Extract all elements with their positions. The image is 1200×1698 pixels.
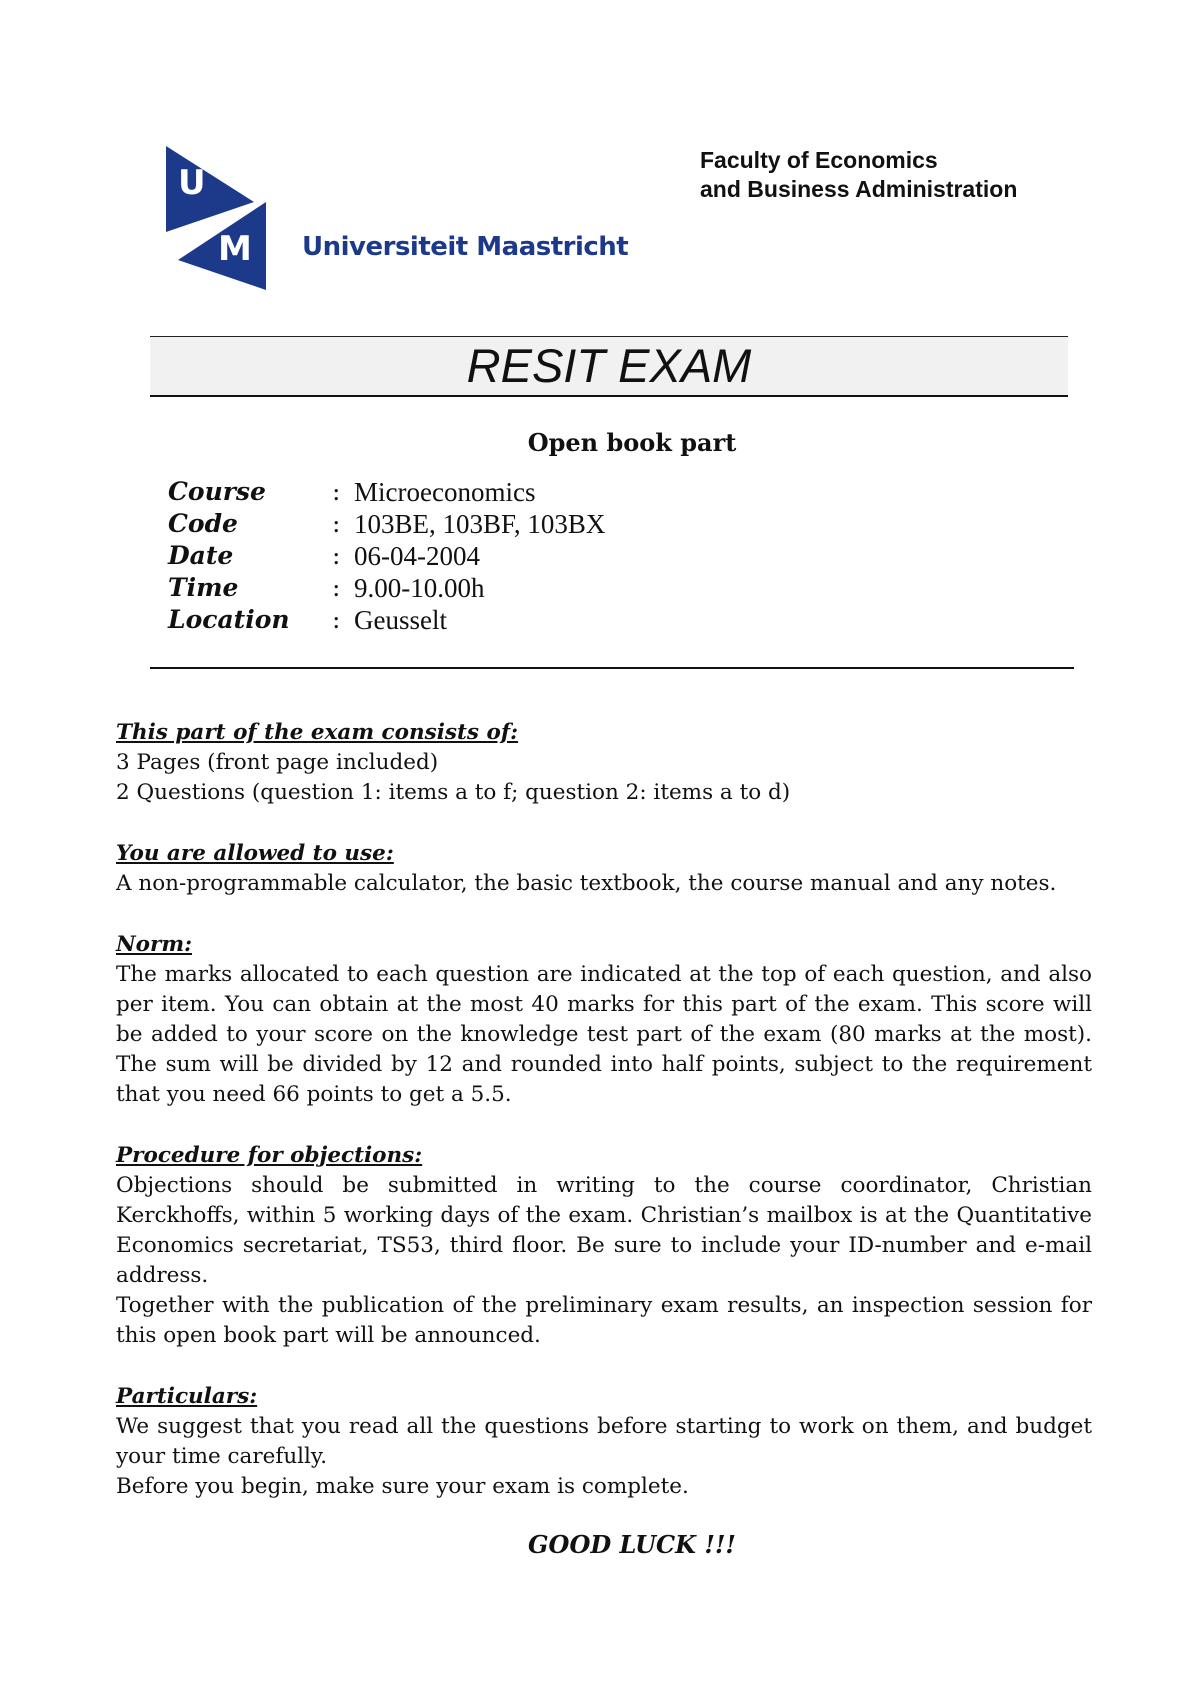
info-label: Code [168, 509, 238, 538]
faculty-line-1: Faculty of Economics [700, 147, 938, 173]
section-allowed [116, 839, 1092, 899]
section-paragraph: We suggest that you read all the questions before starting to work on them, and budget your time carefully. [116, 1414, 1092, 1469]
info-label: Course [168, 477, 266, 506]
info-value: Geusselt [354, 605, 447, 635]
section-heading: Norm: [116, 932, 193, 957]
closing-message: GOOD LUCK !!! [528, 1530, 736, 1559]
section-particulars [116, 1382, 1092, 1502]
section-paragraph: Together with the publication of the preliminary exam results, an inspection session for this open book part will be announced. [116, 1293, 1092, 1348]
info-label: Date [168, 541, 234, 570]
faculty-line-2: and Business Administration [700, 176, 1018, 202]
section-paragraph: Before you begin, make sure your exam is complete. [116, 1474, 689, 1499]
faculty-name [700, 146, 1017, 204]
logo-letter-m: M [218, 229, 252, 269]
info-value: 103BE, 103BF, 103BX [354, 509, 606, 539]
section-objections [116, 1141, 1092, 1351]
section-line: 2 Questions (question 1: items a to f; question 2: items a to d) [116, 780, 791, 805]
university-name: Universiteit Maastricht [302, 232, 629, 262]
info-value: 9.00-10.00h [354, 573, 485, 603]
info-colon: : [332, 509, 341, 538]
exam-part-subtitle: Open book part [527, 428, 737, 457]
section-heading: Particulars: [116, 1384, 258, 1409]
section-norm [116, 930, 1092, 1110]
section-heading: Procedure for objections: [116, 1143, 423, 1168]
page-title: RESIT EXAM [466, 339, 752, 392]
section-paragraph: The marks allocated to each question are indicated at the top of each question, and also per item. You can obtain at the most 40 marks for this part of the exam. This score will be added to your score on the knowledge test part of the exam (80 marks at the most). The sum will be divided by 12 and rounded into half points, subject to the requirement that you need 66 points to get a 5.5. [116, 962, 1092, 1107]
section-consists [116, 718, 1092, 808]
info-colon: : [332, 573, 341, 602]
info-colon: : [332, 605, 341, 634]
section-heading: You are allowed to use: [116, 841, 394, 866]
university-logo-icon [166, 146, 276, 290]
section-heading: This part of the exam consists of: [116, 720, 519, 745]
section-paragraph: Objections should be submitted in writing to the course coordinator, Christian Kerckhoffs, within 5 working days of the exam. Christian’s mailbox is at the Quantitative Economics secretariat, TS53, third floor. Be sure to include your ID-number and e-mail address. [116, 1173, 1092, 1288]
logo-letter-u: U [178, 163, 206, 203]
title-band [150, 336, 1068, 397]
section-line: 3 Pages (front page included) [116, 750, 439, 775]
info-label: Time [168, 573, 239, 602]
section-line: A non-programmable calculator, the basic textbook, the course manual and any notes. [116, 871, 1057, 896]
info-value: 06-04-2004 [354, 541, 480, 571]
info-label: Location [168, 605, 290, 634]
info-colon: : [332, 541, 341, 570]
info-value: Microeconomics [354, 477, 536, 507]
exam-instructions [116, 718, 1092, 1533]
info-colon: : [332, 477, 341, 506]
divider [150, 667, 1074, 669]
